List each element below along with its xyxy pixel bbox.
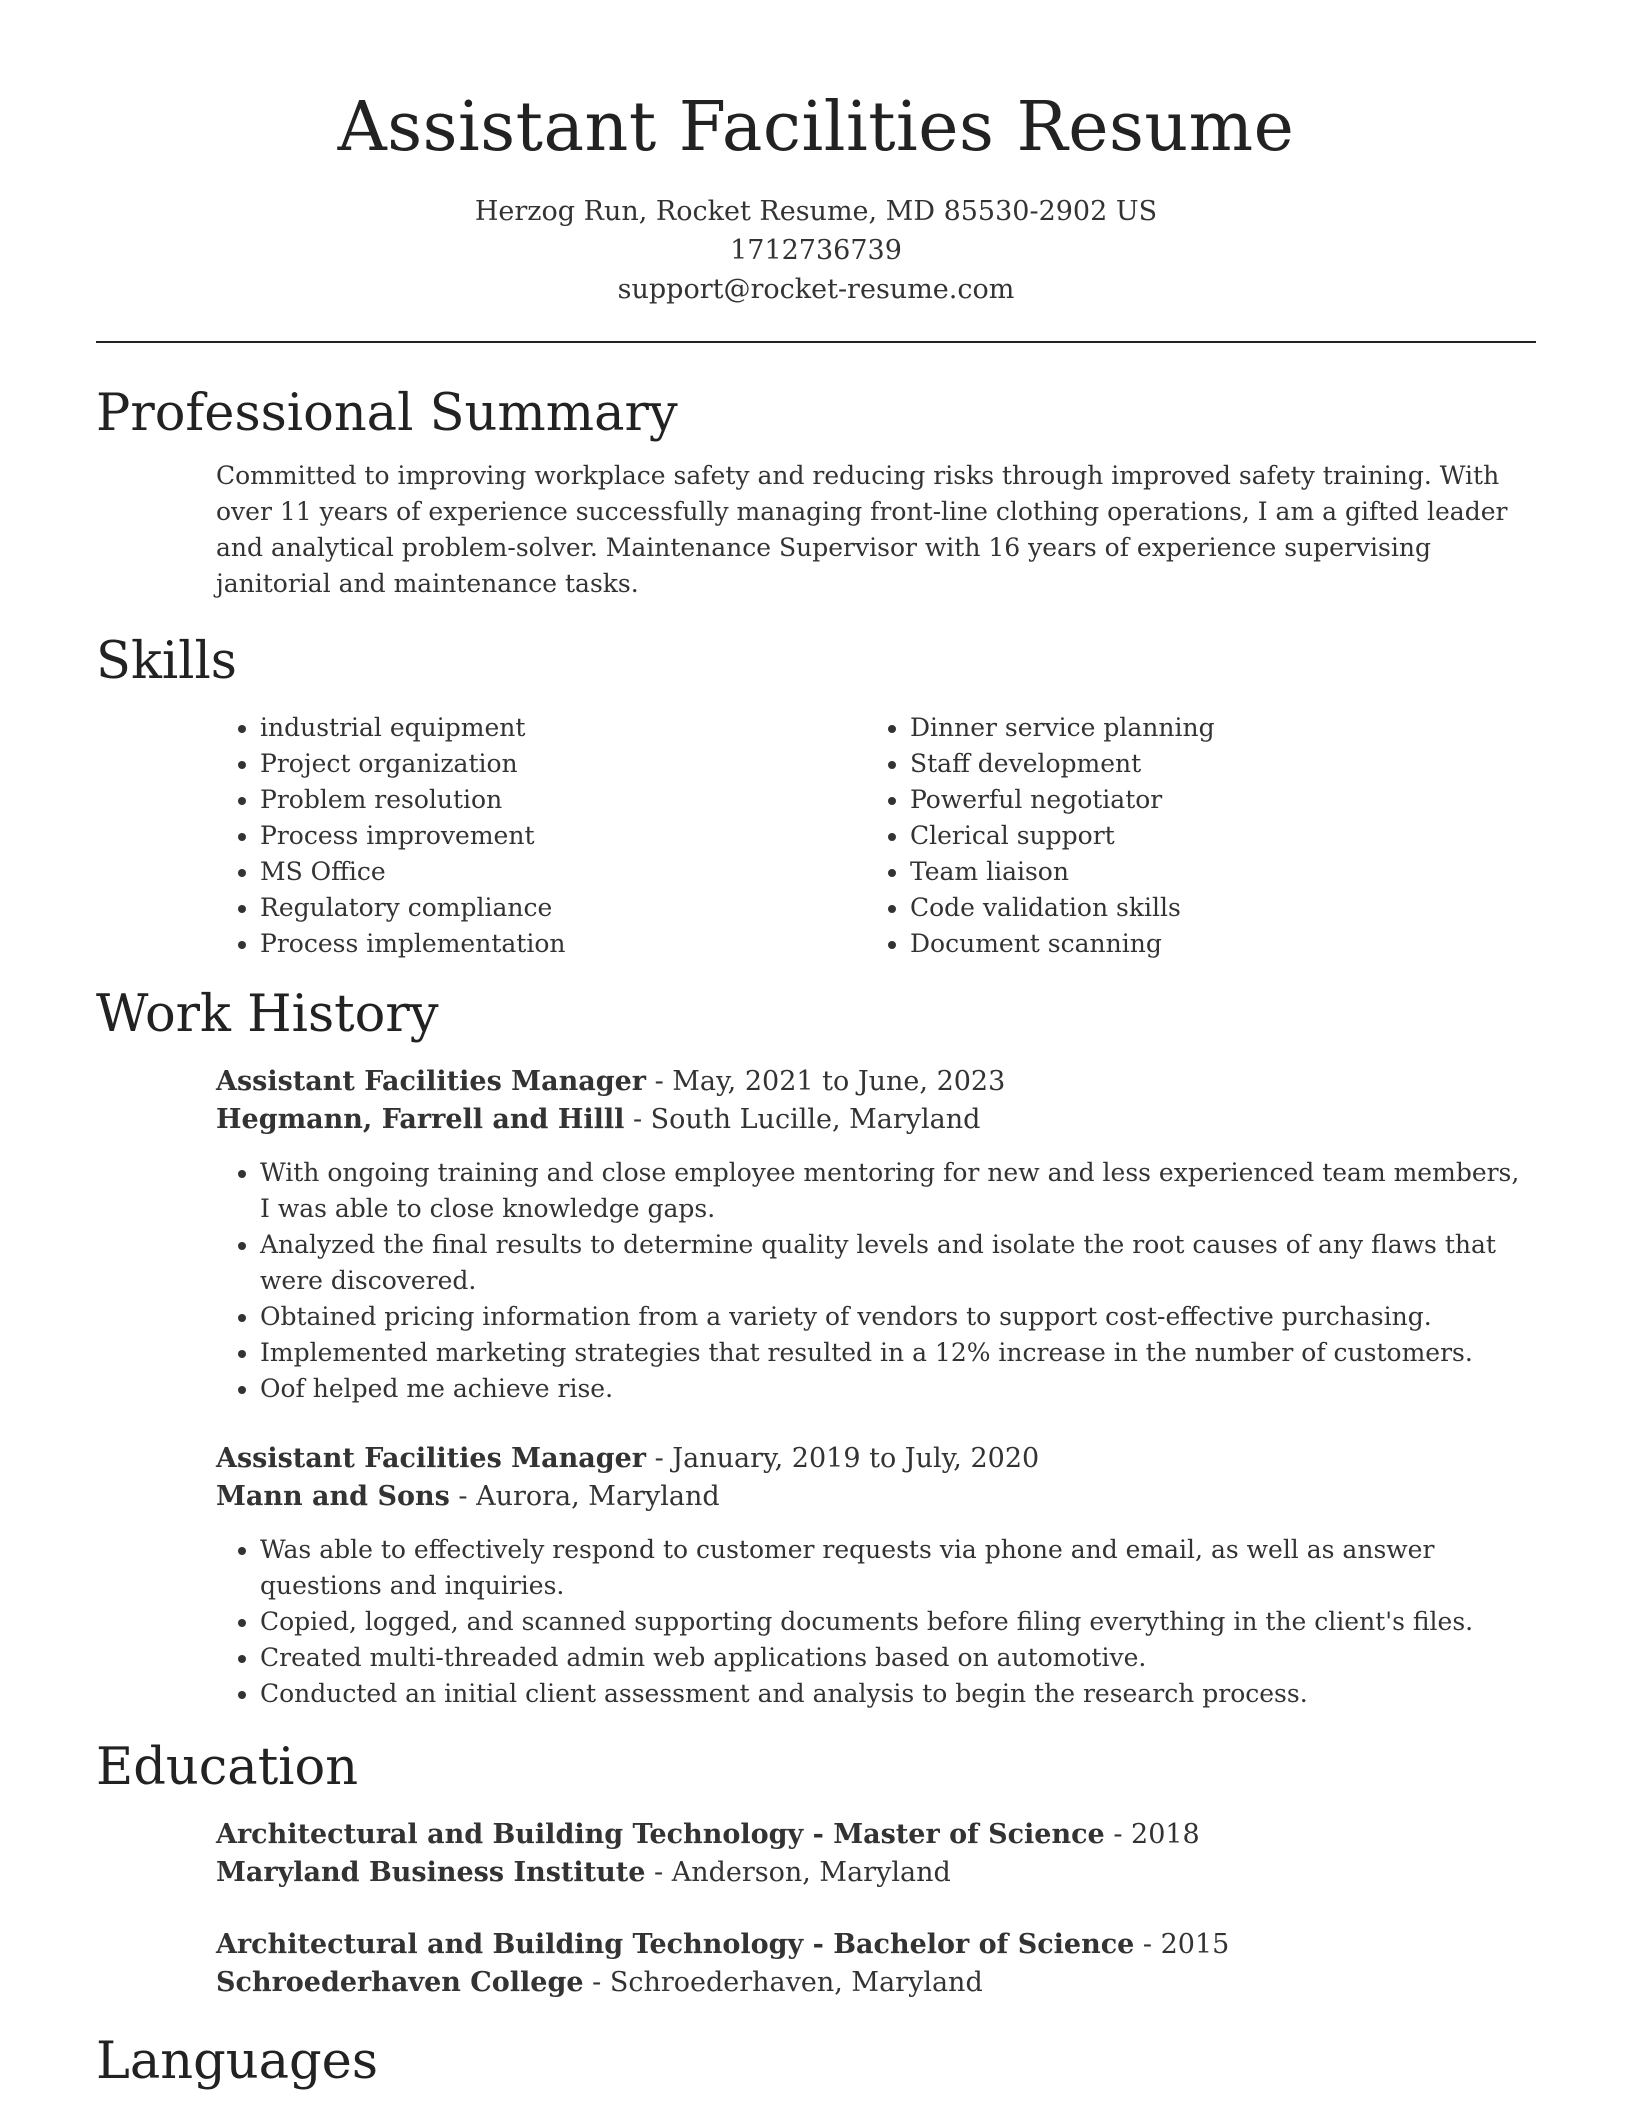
skill-item: • Process improvement xyxy=(260,818,856,854)
skill-item: • Document scanning xyxy=(910,926,1506,962)
job-bullets xyxy=(216,1532,1536,1712)
job-bullets xyxy=(216,1155,1536,1407)
education-location: - Schroederhaven, Maryland xyxy=(583,1967,983,1998)
skill-item: • Powerful negotiator xyxy=(910,782,1506,818)
skill-item: • industrial equipment xyxy=(260,710,856,746)
job-company: Hegmann, Farrell and Hilll xyxy=(216,1104,625,1135)
education-year: - 2015 xyxy=(1134,1929,1230,1960)
skills-column-left xyxy=(216,710,856,962)
job-bullet: • Oof helped me achieve rise. xyxy=(260,1371,1536,1407)
skill-item: • Process implementation xyxy=(260,926,856,962)
skill-item: • MS Office xyxy=(260,854,856,890)
contact-block xyxy=(0,192,1632,309)
education-entry xyxy=(216,1926,1536,2002)
section-title-skills: Skills xyxy=(96,632,237,691)
skill-item: • Regulatory compliance xyxy=(260,890,856,926)
education-field: Architectural and Building Technology xyxy=(216,1819,804,1850)
education-location: - Anderson, Maryland xyxy=(645,1857,951,1888)
job-company-line xyxy=(216,1101,1536,1139)
job-title-line xyxy=(216,1063,1536,1101)
job-bullet: • With ongoing training and close employee mentoring for new and less experienced team members, I was able to close knowledge gaps. xyxy=(260,1155,1536,1227)
skill-item: • Project organization xyxy=(260,746,856,782)
header-divider xyxy=(96,341,1536,343)
skill-item: • Dinner service planning xyxy=(910,710,1506,746)
job-role: Assistant Facilities Manager xyxy=(216,1066,646,1097)
job-dates: - May, 2021 to June, 2023 xyxy=(645,1066,1006,1097)
job-bullet: • Created multi-threaded admin web applications based on automotive. xyxy=(260,1640,1536,1676)
job-location: - South Lucille, Maryland xyxy=(624,1104,981,1135)
summary-text: Committed to improving workplace safety and reducing risks through improved safety training. With over 11 years of experience successfully managing front-line clothing operations, I am a gifted leader and analytical problem-solver. Maintenance Supervisor with 16 years of experience supervising janitorial and maintenance tasks. xyxy=(216,461,1508,598)
education-school-line xyxy=(216,1964,1536,2002)
job-bullet: • Implemented marketing strategies that resulted in a 12% increase in the number of customers. xyxy=(260,1335,1536,1371)
skills-column-right xyxy=(866,710,1506,962)
job-location: - Aurora, Maryland xyxy=(449,1481,720,1512)
education-entry xyxy=(216,1816,1536,1892)
job-entry xyxy=(216,1440,1536,1712)
section-title-education: Education xyxy=(96,1738,359,1797)
job-bullet: • Was able to effectively respond to customer requests via phone and email, as well as answer questions and inquiries. xyxy=(260,1532,1536,1604)
phone: 1712736739 xyxy=(730,235,902,266)
education-degree-line: Architectural and Building Technology - Bachelor of Science - 2015 xyxy=(216,1929,1230,1960)
education-degree-line: Architectural and Building Technology - Master of Science - 2018 xyxy=(216,1819,1200,1850)
education-school: Maryland Business Institute xyxy=(216,1857,646,1888)
education-year: - 2018 xyxy=(1104,1819,1200,1850)
job-company-line xyxy=(216,1478,1536,1516)
job-entry xyxy=(216,1063,1536,1407)
education-field: Architectural and Building Technology xyxy=(216,1929,804,1960)
section-title-summary: Professional Summary xyxy=(96,384,678,443)
education-degree: Bachelor of Science xyxy=(833,1929,1135,1960)
resume-header xyxy=(0,0,1632,309)
education-degree: Master of Science xyxy=(833,1819,1105,1850)
skill-item: • Clerical support xyxy=(910,818,1506,854)
resume-title: Assistant Facilities Resume xyxy=(337,88,1295,167)
skill-item: • Team liaison xyxy=(910,854,1506,890)
job-bullet: • Conducted an initial client assessment and analysis to begin the research process. xyxy=(260,1676,1536,1712)
job-bullet: • Analyzed the final results to determine quality levels and isolate the root causes of any flaws that were discovered. xyxy=(260,1227,1536,1299)
education-school-line xyxy=(216,1854,1536,1892)
section-title-languages: Languages xyxy=(96,2032,379,2091)
email: support@rocket-resume.com xyxy=(617,274,1015,305)
job-company: Mann and Sons xyxy=(216,1481,450,1512)
section-title-work-history: Work History xyxy=(96,985,439,1044)
address: Herzog Run, Rocket Resume, MD 85530-2902 US xyxy=(474,196,1158,227)
education-school: Schroederhaven College xyxy=(216,1967,584,1998)
job-bullet: • Obtained pricing information from a variety of vendors to support cost-effective purchasing. xyxy=(260,1299,1536,1335)
job-dates: - January, 2019 to July, 2020 xyxy=(645,1443,1040,1474)
skill-item: • Code validation skills xyxy=(910,890,1506,926)
skill-item: • Problem resolution xyxy=(260,782,856,818)
job-role: Assistant Facilities Manager xyxy=(216,1443,646,1474)
skill-item: • Staff development xyxy=(910,746,1506,782)
job-title-line xyxy=(216,1440,1536,1478)
job-bullet: • Copied, logged, and scanned supporting documents before filing everything in the client's files. xyxy=(260,1604,1536,1640)
